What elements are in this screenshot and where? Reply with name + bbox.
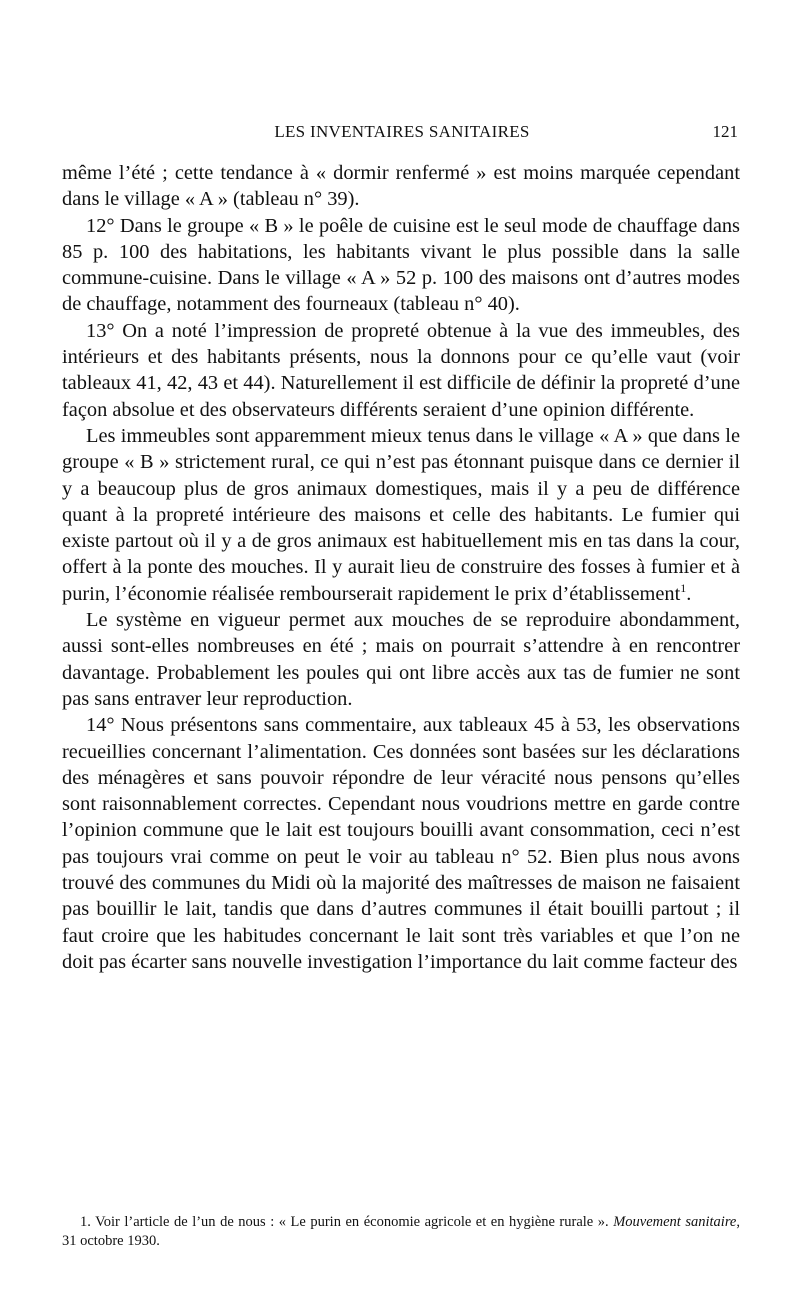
body-text: [62, 160, 740, 975]
paragraph: 12° Dans le groupe « B » le poêle de cuisine est le seul mode de chauffage dans 85 p. 100 des habitations, les habitants vivant le plus possible dans la salle commune-cuisine. Dans le village « A » 52 p. 100 des maisons ont d’autres modes de chauffage, notamment des fourneaux (tableau n° 40).: [62, 214, 740, 316]
paragraph-end: .: [686, 582, 692, 605]
paragraph: [62, 423, 740, 607]
footnote-reference: 1: [680, 580, 687, 595]
page-header: [62, 118, 742, 148]
footnote-journal: Mouvement sanitaire: [613, 1214, 737, 1230]
page-number: 121: [712, 122, 738, 141]
paragraph: même l’été ; cette tendance à « dormir renfermé » est moins marquée cependant dans le village « A » (tableau n° 39).: [62, 162, 740, 211]
paragraph: Le système en vigueur permet aux mouches de se reproduire abondamment, aussi sont-elles nombreuses en été ; mais on pourrait s’attendre à en rencontrer davantage. Probablement les poules qui ont libre accès aux tas de fumier ne sont pas sans entraver leur reproduction.: [62, 609, 740, 710]
footnote-date: , 31 octobre 1930.: [62, 1214, 740, 1249]
paragraph-text: Les immeubles sont apparemment mieux tenus dans le village « A » que dans le groupe « B » strictement rural, ce qui n’est pas étonnant puisque dans ce dernier il y a beaucoup plus de gros animaux domestiques, mais il y a peu de différence quant à la propreté intérieure des maisons et celle des habitants. Le fumier qui existe partout où il y a de gros animaux est habituellement mis en tas dans la cour, offert à la ponte des mouches. Il y aurait lieu de construire des fosses à fumier et à purin, l’économie réalisée rembourserait rapidement le prix d’établissement: [62, 424, 740, 605]
paragraph: 14° Nous présentons sans commentaire, aux tableaux 45 à 53, les observations recueillies concernant l’alimentation. Ces données sont basées sur les déclarations des ménagères et sans pouvoir répondre de leur véracité nous pensons qu’elles sont raisonnablement correctes. Cependant nous voudrions mettre en garde contre l’opinion commune que le lait est toujours bouilli avant consommation, ceci n’est pas toujours vrai comme on peut le voir au tableau n° 52. Bien plus nous avons trouvé des communes du Midi où la majorité des maîtresses de maison ne faisaient pas bouillir le lait, tandis que dans d’autres communes il était bouilli partout ; il faut croire que les habitudes concernant le lait sont très variables et que l’on ne doit pas écarter sans nouvelle investigation l’importance du lait comme facteur des: [62, 714, 740, 973]
footnote-text: Voir l’article de l’un de nous : « Le purin en économie agricole et en hygiène rurale ».: [95, 1214, 609, 1230]
footnote: [62, 1213, 740, 1251]
paragraph: 13° On a noté l’impression de propreté obtenue à la vue des immeubles, des intérieurs et des habitants présents, nous la donnons pour ce qu’elle vaut (voir tableaux 41, 42, 43 et 44). Naturellement il est difficile de définir la propreté d’une façon absolue et des observateurs différents seraient d’une opinion différente.: [62, 319, 740, 421]
footnote-number: 1.: [80, 1214, 91, 1230]
running-title: LES INVENTAIRES SANITAIRES: [274, 122, 530, 141]
